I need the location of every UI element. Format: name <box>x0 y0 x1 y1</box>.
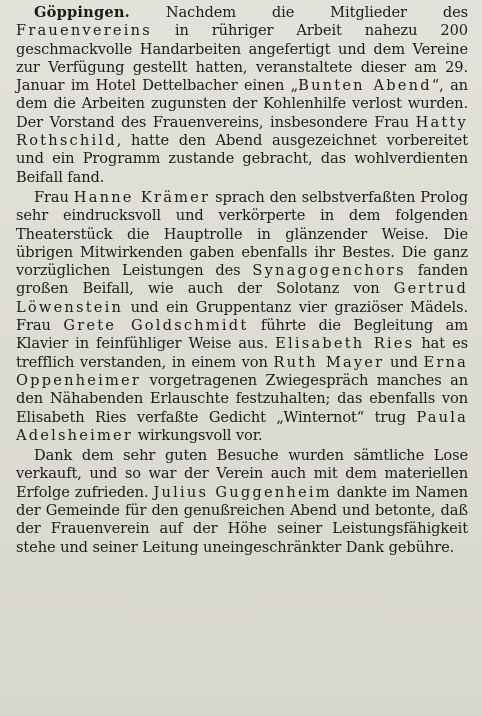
spaced-name: Grete Goldschmidt <box>63 317 249 335</box>
article-text: sprach den selbstverfaßten Prolog sehr eindrucksvoll und verkörperte in dem folgenden Theaterstück die Hauptrolle in glänzender Weise. Die übrigen Mitwirkenden gaben ebenfalls ihr Bestes. Die ganz vorzüglichen Leistungen des <box>16 188 468 280</box>
dateline-city: Göppingen. <box>34 4 130 21</box>
article-text: führte die Begleitung am Klavier in feinfühliger Weise aus. <box>16 317 468 353</box>
spaced-name: Elisabeth Ries <box>275 335 415 353</box>
article-text: hat es trefflich verstanden, in einem von <box>16 335 469 371</box>
paragraph-1 <box>16 4 468 187</box>
article-body <box>16 4 468 557</box>
spaced-name: Paula Adelsheimer <box>16 408 468 444</box>
spaced-name: Erna Oppenheimer <box>16 353 468 389</box>
spaced-name: Gertrud Löwenstein <box>16 280 468 316</box>
paragraph-2 <box>16 189 468 445</box>
spaced-name: Frauenvereins <box>16 22 152 40</box>
article-text: Dank dem sehr guten Besuche wurden sämtliche Lose verkauft, und so war der Verein auch mit dem materiellen Erfolge zufrieden. <box>16 447 468 501</box>
spaced-name: Hanne Krämer <box>73 188 211 206</box>
spaced-name: Hatty Rothschild <box>16 113 468 150</box>
spaced-name: Synagogenchors <box>252 262 406 280</box>
spaced-name: Bunten Abend <box>298 77 432 95</box>
article-text: und ein Gruppentanz vier graziöser Mädels. Frau <box>16 298 468 335</box>
spaced-name: Ruth Mayer <box>273 353 385 371</box>
article-text: Frau <box>34 188 74 206</box>
spaced-name: Julius Guggenheim <box>153 483 332 501</box>
article-text: Nachdem die Mitglieder des <box>129 4 468 21</box>
article-text: und <box>384 353 424 371</box>
article-text: “, an dem die Arbeiten zugunsten der Kohlenhilfe verlost wurden. Der Vorstand des Frauenvereins, insbesondere Frau <box>16 77 468 131</box>
paragraph-3 <box>16 447 468 557</box>
article-text: vorgetragenen Zwiegespräch manches an den Nähabenden Erlauschte festzuhalten; das ebenfalls von Elisabeth Ries verfaßte Gedicht „Winternot“ trug <box>16 371 468 426</box>
article-text: in rühriger Arbeit nahezu 200 geschmackvolle Handarbeiten angefertigt und dem Vereine zur Verfügung gestellt hatten, veranstaltete dieser am 29. Januar im Hotel Dettelbacher einen „ <box>16 22 468 95</box>
article-text: fanden großen Beifall, wie auch der Solotanz von <box>16 262 468 298</box>
article-text: , hatte den Abend ausgezeichnet vorbereitet und ein Programm zustande gebracht, das wohlverdienten Beifall fand. <box>16 132 468 186</box>
article-text: wirkungsvoll vor. <box>133 426 263 444</box>
article-text: dankte im Namen der Gemeinde für den genußreichen Abend und betonte, daß der Frauenverein auf der Höhe seiner Leistungsfähigkeit stehe und seiner Leitung uneingeschränkter Dank gebühre. <box>16 483 468 556</box>
